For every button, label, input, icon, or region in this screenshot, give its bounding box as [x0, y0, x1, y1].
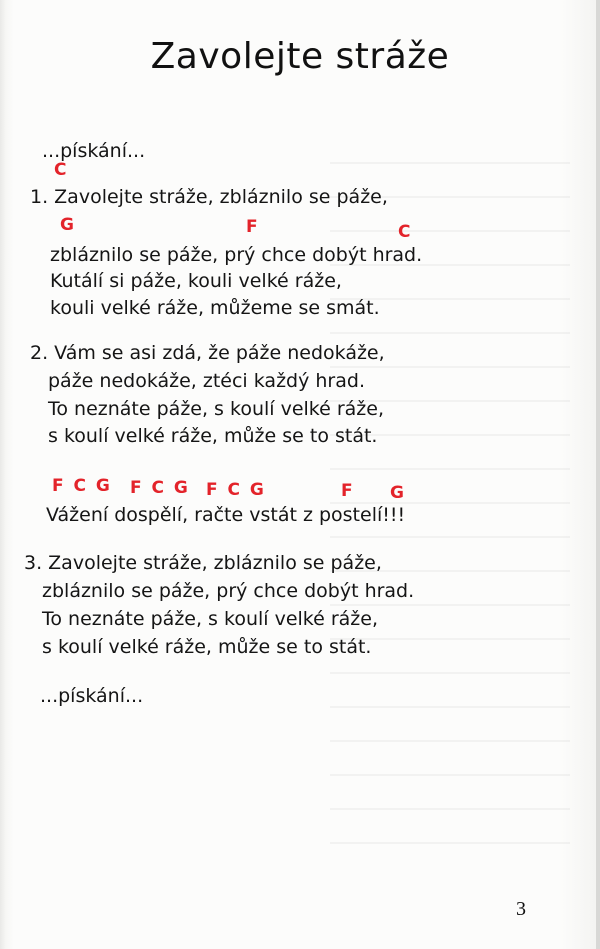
verse2-line-3: To neznáte páže, s koulí velké ráže,: [48, 398, 385, 420]
intro-whistling: ...pískání...: [42, 140, 146, 162]
bridge-chord-g: G: [390, 483, 404, 503]
verse1-line-3: Kutálí si páže, kouli velké ráže,: [50, 270, 342, 292]
song-title: Zavolejte stráže: [150, 36, 450, 77]
verse1-line-1: 1. Zavolejte stráže, zbláznilo se páže,: [30, 186, 388, 208]
verse1-chord-2: G: [60, 215, 74, 235]
page-edge: [596, 0, 600, 949]
bridge-chords-b: F C G: [130, 478, 190, 498]
outro-whistling: ...pískání...: [40, 685, 144, 707]
page-number: 3: [516, 898, 526, 920]
verse3-line-4: s koulí velké ráže, může se to stát.: [42, 636, 372, 658]
verse1-line-4: kouli velké ráže, můžeme se smát.: [50, 297, 380, 319]
bridge-chords-a: F C G: [52, 476, 112, 496]
verse3-line-2: zbláznilo se páže, prý chce dobýt hrad.: [42, 580, 415, 602]
verse2-line-2: páže nedokáže, ztéci každý hrad.: [48, 370, 365, 392]
bridge-line: Vážení dospělí, račte vstát z postelí!!!: [46, 504, 406, 526]
verse1-chord-1: C: [54, 160, 67, 180]
verse2-line-1: 2. Vám se asi zdá, že páže nedokáže,: [30, 342, 385, 364]
verse1-line-2: zbláznilo se páže, prý chce dobýt hrad.: [50, 244, 423, 266]
verse3-line-1: 3. Zavolejte stráže, zbláznilo se páže,: [24, 552, 382, 574]
bridge-chord-f: F: [341, 481, 353, 501]
verse1-chord-3: F: [246, 217, 258, 237]
verse3-line-3: To neznáte páže, s koulí velké ráže,: [42, 608, 379, 630]
bridge-chords-c: F C G: [206, 480, 266, 500]
verse2-line-4: s koulí velké ráže, může se to stát.: [48, 425, 378, 447]
verse1-chord-4: C: [398, 222, 411, 242]
